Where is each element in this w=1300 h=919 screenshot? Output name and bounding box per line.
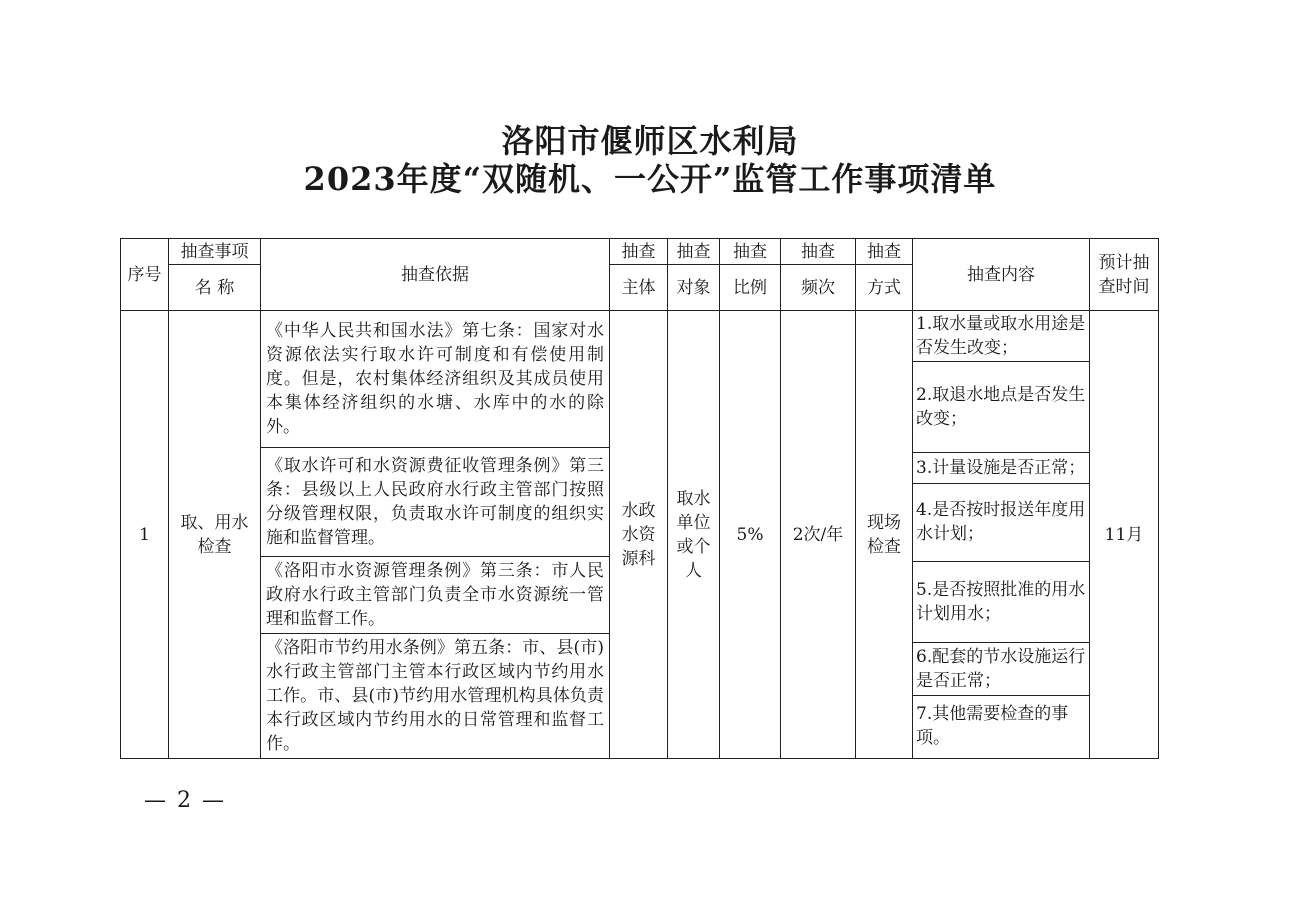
- header-time: 预计抽查时间: [1090, 239, 1159, 311]
- document-title: 洛阳市偃师区水利局: [501, 122, 799, 160]
- header-subject-bottom: 主体: [610, 265, 668, 311]
- content-item-2: 2.取退水地点是否发生改变；: [913, 362, 1089, 453]
- cell-object: 取水单位或个人: [668, 311, 720, 759]
- cell-contents: [913, 311, 1090, 759]
- header-row-top: [121, 239, 1159, 265]
- table-row: [121, 311, 1159, 448]
- cell-subject: 水政水资源科: [610, 311, 668, 759]
- cell-time: 11月: [1090, 311, 1159, 759]
- content-item-6: 6.配套的节水设施运行是否正常；: [913, 643, 1089, 696]
- header-method-bottom: 方式: [856, 265, 913, 311]
- header-item-bottom: 名 称: [169, 265, 261, 311]
- content-item-1: 1.取水量或取水用途是否发生改变；: [913, 311, 1089, 362]
- header-item-top: 抽查事项: [169, 239, 261, 265]
- content-item-7: 7.其他需要检查的事项。: [916, 703, 1069, 748]
- document-subtitle: 2023年度“双随机、一公开”监管工作事项清单: [303, 160, 997, 198]
- cell-basis-3: 《洛阳市水资源管理条例》第三条：市人民政府水行政主管部门负责全市水资源统一管理和监督工作。: [261, 557, 610, 634]
- cell-seq: 1: [121, 311, 169, 759]
- cell-basis-2: 《取水许可和水资源费征收管理条例》第三条：县级以上人民政府水行政主管部门按照分级管理权限，负责取水许可制度的组织实施和监督管理。: [261, 448, 610, 557]
- content-list: [913, 311, 1089, 755]
- header-freq-top: 抽查: [781, 239, 856, 265]
- header-ratio-bottom: 比例: [720, 265, 781, 311]
- cell-method: 现场检查: [856, 311, 913, 759]
- header-method-top: 抽查: [856, 239, 913, 265]
- header-freq-bottom: 频次: [781, 265, 856, 311]
- cell-basis-1: 《中华人民共和国水法》第七条：国家对水资源依法实行取水许可制度和有偿使用制度。但是，农村集体经济组织及其成员使用本集体经济组织的水塘、水库中的水的除外。: [261, 311, 610, 448]
- header-subject-top: 抽查: [610, 239, 668, 265]
- header-object-top: 抽查: [668, 239, 720, 265]
- cell-basis-4: 《洛阳市节约用水条例》第五条：市、县(市)水行政主管部门主管本行政区域内节约用水工作。市、县(市)节约用水管理机构具体负责本行政区域内节约用水的日常管理和监督工作。: [261, 634, 610, 759]
- inspection-table: [120, 238, 1159, 759]
- content-item-4: 4.是否按时报送年度用水计划；: [913, 484, 1089, 562]
- header-content: 抽查内容: [913, 239, 1090, 311]
- content-item-3: 3.计量设施是否正常；: [913, 453, 1089, 484]
- header-object-bottom: 对象: [668, 265, 720, 311]
- cell-frequency: 2次/年: [781, 311, 856, 759]
- cell-item-name: 取、用水检查: [169, 311, 261, 759]
- header-basis: 抽查依据: [261, 239, 610, 311]
- page-number: — 2 —: [144, 788, 226, 813]
- cell-ratio: 5%: [720, 311, 781, 759]
- header-seq: 序号: [121, 239, 169, 311]
- content-item-5: 5.是否按照批准的用水计划用水；: [913, 562, 1089, 643]
- header-ratio-top: 抽查: [720, 239, 781, 265]
